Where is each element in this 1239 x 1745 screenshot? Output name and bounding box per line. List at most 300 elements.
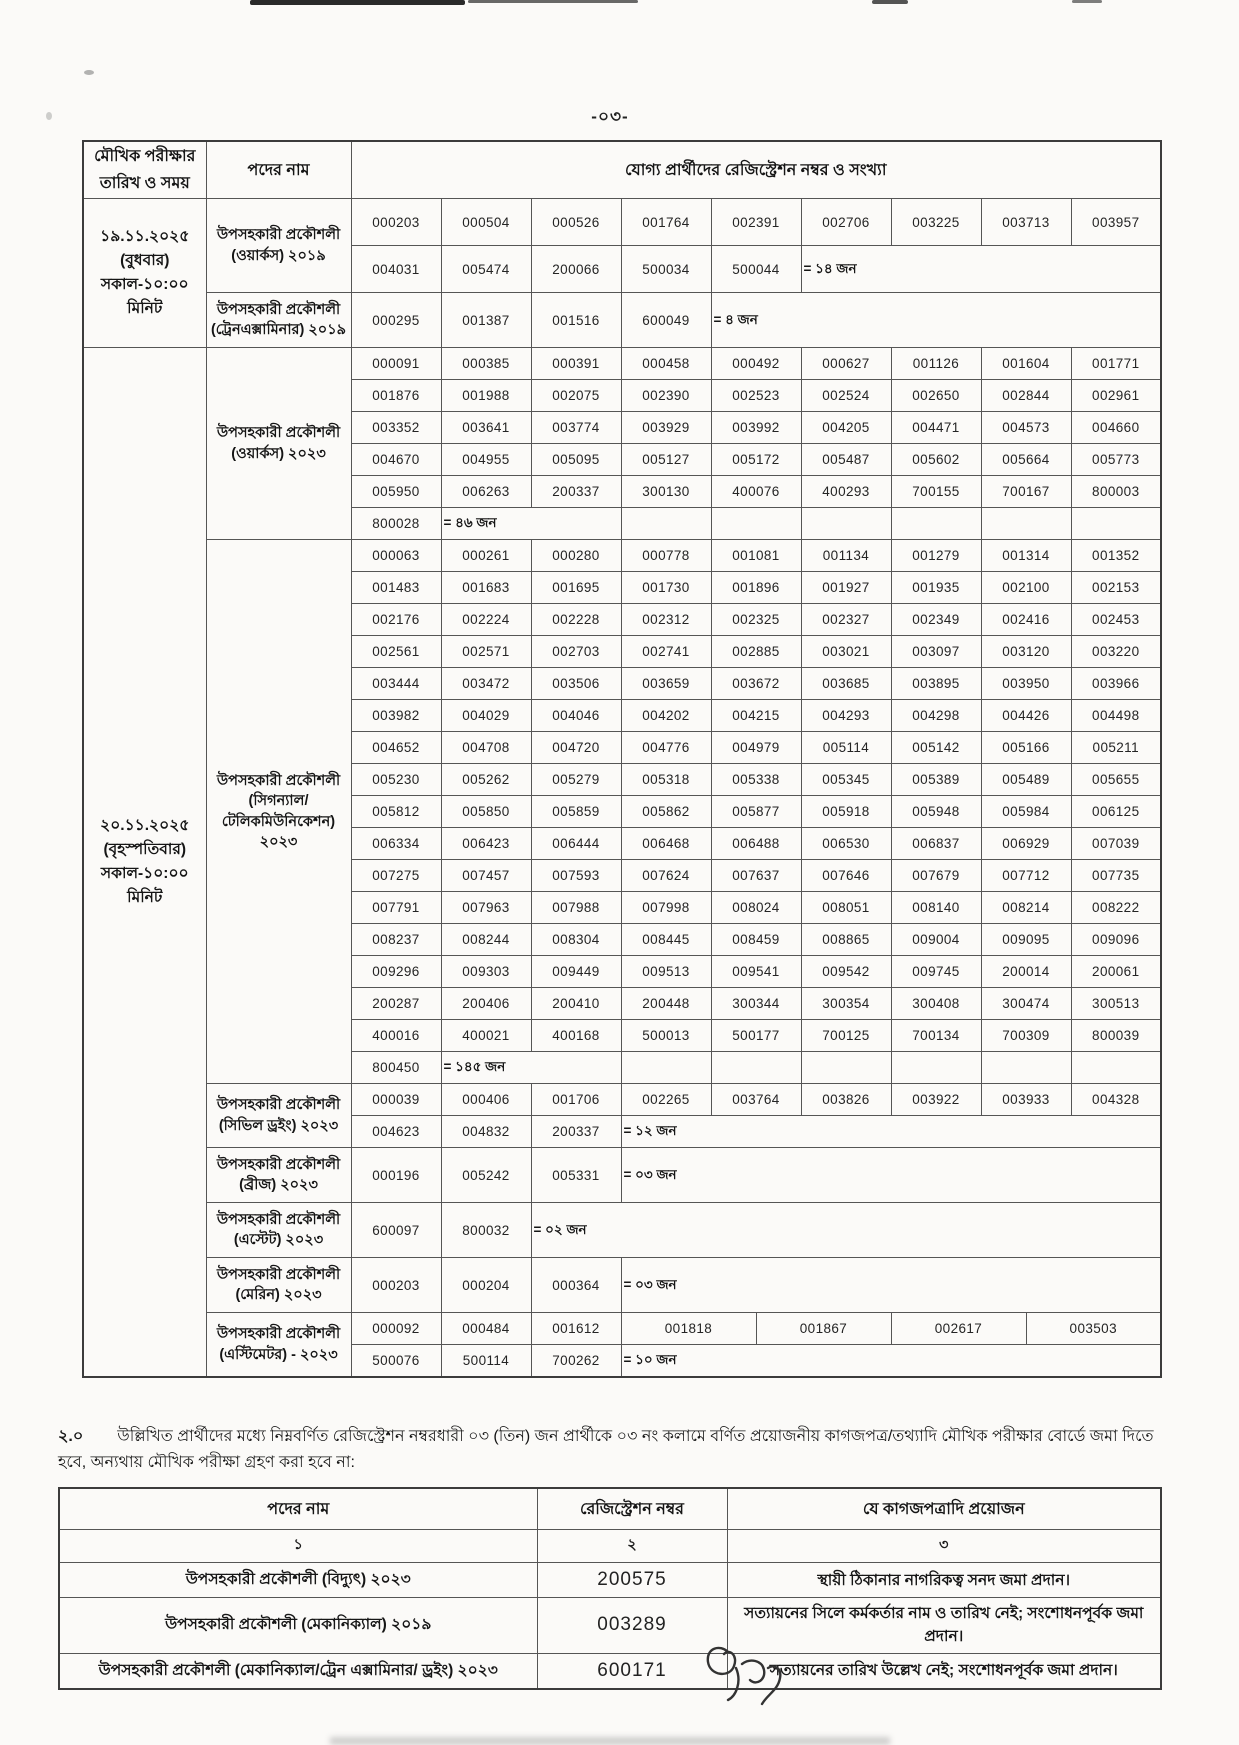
scan-smudge-2 — [46, 112, 52, 120]
reg-number-cell: 000526 — [531, 199, 621, 246]
reg-number-cell: 000203 — [351, 1258, 441, 1313]
doc-post-name: উপসহকারী প্রকৌশলী (বিদ্যুৎ) ২০২৩ — [59, 1563, 537, 1598]
reg-number-cell: 006929 — [981, 828, 1071, 860]
reg-number-cell: 002349 — [891, 604, 981, 636]
header-datetime: মৌখিক পরীক্ষার তারিখ ও সময় — [83, 141, 206, 199]
reg-number-cell: 007998 — [621, 892, 711, 924]
reg-number-cell: 005345 — [801, 764, 891, 796]
reg-number-cell: 002706 — [801, 199, 891, 246]
reg-number-cell: 006423 — [441, 828, 531, 860]
doc-registration-number: 003289 — [537, 1598, 727, 1654]
reg-number-cell: 000458 — [621, 348, 711, 380]
reg-number-cell: 000092 — [351, 1313, 441, 1345]
reg-number-cell: 001896 — [711, 572, 801, 604]
reg-number-cell: 003506 — [531, 668, 621, 700]
reg-number-cell: 003472 — [441, 668, 531, 700]
reg-number-cell: 700125 — [801, 1020, 891, 1052]
reg-number-cell: 007457 — [441, 860, 531, 892]
reg-number-cell: 200406 — [441, 988, 531, 1020]
reg-number-cell: 004670 — [351, 444, 441, 476]
reg-number-cell: 000504 — [441, 199, 531, 246]
doc-table-header-2: রেজিস্ট্রেশন নম্বর — [537, 1488, 727, 1530]
doc-table-row — [59, 1563, 1161, 1598]
candidate-count: = ০২ জন — [531, 1203, 1161, 1258]
reg-number-cell: 003713 — [981, 199, 1071, 246]
empty-cell — [981, 508, 1071, 540]
reg-number-cell: 001876 — [351, 380, 441, 412]
reg-number-cell: 002617 — [891, 1313, 1026, 1345]
reg-number-cell: 005773 — [1071, 444, 1161, 476]
reg-number-cell: 005142 — [891, 732, 981, 764]
reg-number-cell: 003950 — [981, 668, 1071, 700]
reg-number-cell: 004979 — [711, 732, 801, 764]
reg-number-cell: 001081 — [711, 540, 801, 572]
reg-number-cell: 400168 — [531, 1020, 621, 1052]
reg-number-cell: 002453 — [1071, 604, 1161, 636]
reg-number-cell: 003895 — [891, 668, 981, 700]
doc-table-colnum-3: ৩ — [727, 1530, 1161, 1563]
reg-number-cell: 003957 — [1071, 199, 1161, 246]
reg-number-cell: 009745 — [891, 956, 981, 988]
reg-number-cell: 700167 — [981, 476, 1071, 508]
reg-number-cell: 005331 — [531, 1148, 621, 1203]
reg-number-cell: 300408 — [891, 988, 981, 1020]
reg-number-cell: 001764 — [621, 199, 711, 246]
post-name-cell: উপসহকারী প্রকৌশলী (এস্টিমেটর) - ২০২৩ — [206, 1313, 351, 1378]
reg-number-cell: 500013 — [621, 1020, 711, 1052]
reg-number-cell: 001387 — [441, 293, 531, 348]
reg-number-cell: 000778 — [621, 540, 711, 572]
reg-number-cell: 001867 — [756, 1313, 891, 1345]
reg-number-cell: 009095 — [981, 924, 1071, 956]
reg-number-cell: 200014 — [981, 956, 1071, 988]
reg-number-cell: 400293 — [801, 476, 891, 508]
reg-number-cell: 009449 — [531, 956, 621, 988]
reg-number-cell: 000391 — [531, 348, 621, 380]
doc-requirement: সত্যায়নের সিলে কর্মকর্তার নাম ও তারিখ নেই; সংশোধনপূর্বক জমা প্রদান। — [727, 1598, 1161, 1654]
reg-number-cell: 001134 — [801, 540, 891, 572]
empty-cell — [981, 1052, 1071, 1084]
post-name-cell: উপসহকারী প্রকৌশলী (মেরিন) ২০২৩ — [206, 1258, 351, 1313]
scan-artifact-top-2 — [468, 0, 638, 3]
reg-number-cell: 003021 — [801, 636, 891, 668]
reg-number-cell: 005984 — [981, 796, 1071, 828]
reg-number-cell: 003982 — [351, 700, 441, 732]
reg-number-cell: 003774 — [531, 412, 621, 444]
reg-number-cell: 004298 — [891, 700, 981, 732]
reg-number-cell: 001730 — [621, 572, 711, 604]
reg-number-cell: 300354 — [801, 988, 891, 1020]
reg-number-cell: 004832 — [441, 1116, 531, 1148]
reg-number-cell: 800039 — [1071, 1020, 1161, 1052]
reg-number-cell: 001988 — [441, 380, 531, 412]
reg-number-cell: 002325 — [711, 604, 801, 636]
reg-number-cell: 004293 — [801, 700, 891, 732]
reg-number-cell: 700134 — [891, 1020, 981, 1052]
reg-number-cell: 700155 — [891, 476, 981, 508]
reg-number-cell: 004029 — [441, 700, 531, 732]
viva-schedule-table — [82, 140, 1162, 1378]
required-documents-table — [58, 1487, 1162, 1690]
reg-number-cell: 004328 — [1071, 1084, 1161, 1116]
reg-number-cell: 000196 — [351, 1148, 441, 1203]
doc-post-name: উপসহকারী প্রকৌশলী (মেকানিক্যাল/ট্রেন এক্সামিনার/ ড্রইং) ২০২৩ — [59, 1653, 537, 1689]
reg-number-cell: 009303 — [441, 956, 531, 988]
reg-number-cell: 200287 — [351, 988, 441, 1020]
reg-number-cell: 003444 — [351, 668, 441, 700]
reg-number-cell: 001818 — [621, 1313, 756, 1345]
reg-number-cell: 003933 — [981, 1084, 1071, 1116]
reg-number-cell: 007593 — [531, 860, 621, 892]
paragraph-2-0 — [58, 1424, 1178, 1475]
reg-number-cell: 400076 — [711, 476, 801, 508]
reg-number-cell: 003929 — [621, 412, 711, 444]
reg-number-cell: 003922 — [891, 1084, 981, 1116]
reg-number-cell: 008051 — [801, 892, 891, 924]
signature-mark — [690, 1638, 800, 1710]
reg-number-cell: 008459 — [711, 924, 801, 956]
reg-number-cell: 000492 — [711, 348, 801, 380]
reg-number-cell: 700309 — [981, 1020, 1071, 1052]
reg-number-cell: 003659 — [621, 668, 711, 700]
candidate-count: = ০৩ জন — [621, 1258, 1161, 1313]
reg-number-cell: 500044 — [711, 246, 801, 293]
reg-number-cell: 007963 — [441, 892, 531, 924]
doc-table-row — [59, 1653, 1161, 1689]
doc-table-header-1: পদের নাম — [59, 1488, 537, 1530]
reg-number-cell: 002961 — [1071, 380, 1161, 412]
reg-number-cell: 005859 — [531, 796, 621, 828]
reg-number-cell: 008237 — [351, 924, 441, 956]
page-number: -০৩- — [591, 107, 629, 126]
reg-number-cell: 005127 — [621, 444, 711, 476]
doc-post-name: উপসহকারী প্রকৌশলী (মেকানিক্যাল) ২০১৯ — [59, 1598, 537, 1654]
reg-number-cell: 005812 — [351, 796, 441, 828]
reg-number-cell: 000261 — [441, 540, 531, 572]
post-name-cell: উপসহকারী প্রকৌশলী (সিভিল ড্রইং) ২০২৩ — [206, 1084, 351, 1148]
reg-number-cell: 005489 — [981, 764, 1071, 796]
empty-cell — [891, 508, 981, 540]
reg-number-cell: 008244 — [441, 924, 531, 956]
reg-number-cell: 007735 — [1071, 860, 1161, 892]
reg-number-cell: 007791 — [351, 892, 441, 924]
reg-number-cell: 002228 — [531, 604, 621, 636]
reg-number-cell: 003220 — [1071, 636, 1161, 668]
doc-requirement: সত্যায়নের তারিখ উল্লেখ নেই; সংশোধনপূর্বক জমা প্রদান। — [727, 1653, 1161, 1689]
reg-number-cell: 000406 — [441, 1084, 531, 1116]
doc-table-colnum-2: ২ — [537, 1530, 727, 1563]
reg-number-cell: 001612 — [531, 1313, 621, 1345]
reg-number-cell: 007679 — [891, 860, 981, 892]
reg-number-cell: 000091 — [351, 348, 441, 380]
reg-number-cell: 400021 — [441, 1020, 531, 1052]
reg-number-cell: 004573 — [981, 412, 1071, 444]
reg-number-cell: 004720 — [531, 732, 621, 764]
reg-number-cell: 005242 — [441, 1148, 531, 1203]
empty-cell — [1071, 508, 1161, 540]
reg-number-cell: 001771 — [1071, 348, 1161, 380]
reg-number-cell: 002416 — [981, 604, 1071, 636]
reg-number-cell: 005279 — [531, 764, 621, 796]
post-name-cell: উপসহকারী প্রকৌশলী (ব্রীজ) ২০২৩ — [206, 1148, 351, 1203]
reg-number-cell: 005318 — [621, 764, 711, 796]
reg-number-cell: 003826 — [801, 1084, 891, 1116]
scan-artifact-top-3 — [872, 0, 908, 4]
candidate-count: = ৪৬ জন — [441, 508, 621, 540]
reg-number-cell: 001927 — [801, 572, 891, 604]
reg-number-cell: 004426 — [981, 700, 1071, 732]
reg-number-cell: 001695 — [531, 572, 621, 604]
reg-number-cell: 005172 — [711, 444, 801, 476]
reg-number-cell: 001126 — [891, 348, 981, 380]
empty-cell — [711, 1052, 801, 1084]
reg-number-cell: 005230 — [351, 764, 441, 796]
reg-number-cell: 200337 — [531, 1116, 621, 1148]
exam-date-group-2: ২০.১১.২০২৫ (বৃহস্পতিবার) সকাল-১০:০০ মিনিট — [83, 348, 206, 1378]
reg-number-cell: 006837 — [891, 828, 981, 860]
candidate-count: = ১২ জন — [621, 1116, 1161, 1148]
reg-number-cell: 000295 — [351, 293, 441, 348]
reg-number-cell: 800028 — [351, 508, 441, 540]
reg-number-cell: 006488 — [711, 828, 801, 860]
reg-number-cell: 002312 — [621, 604, 711, 636]
reg-number-cell: 005850 — [441, 796, 531, 828]
reg-number-cell: 000203 — [351, 199, 441, 246]
reg-number-cell: 002391 — [711, 199, 801, 246]
reg-number-cell: 000385 — [441, 348, 531, 380]
reg-number-cell: 002741 — [621, 636, 711, 668]
reg-number-cell: 008222 — [1071, 892, 1161, 924]
reg-number-cell: 005095 — [531, 444, 621, 476]
reg-number-cell: 007988 — [531, 892, 621, 924]
reg-number-cell: 006530 — [801, 828, 891, 860]
reg-number-cell: 004471 — [891, 412, 981, 444]
reg-number-cell: 007712 — [981, 860, 1071, 892]
reg-number-cell: 005114 — [801, 732, 891, 764]
reg-number-cell: 001314 — [981, 540, 1071, 572]
reg-number-cell: 800032 — [441, 1203, 531, 1258]
reg-number-cell: 800003 — [1071, 476, 1161, 508]
reg-number-cell: 002327 — [801, 604, 891, 636]
reg-number-cell: 007039 — [1071, 828, 1161, 860]
reg-number-cell: 006125 — [1071, 796, 1161, 828]
candidate-count: = ৪ জন — [711, 293, 1161, 348]
doc-table-header-3: যে কাগজপত্রাদি প্রয়োজন — [727, 1488, 1161, 1530]
reg-number-cell: 000063 — [351, 540, 441, 572]
reg-number-cell: 003120 — [981, 636, 1071, 668]
exam-date-group-1: ১৯.১১.২০২৫ (বুধবার) সকাল-১০:০০ মিনিট — [83, 199, 206, 348]
reg-number-cell: 002650 — [891, 380, 981, 412]
paragraph-text: উল্লিখিত প্রার্থীদের মধ্যে নিম্নবর্ণিত রেজিস্ট্রেশন নম্বরধারী ০৩ (তিন) জন প্রার্থীকে ০৩ নং কলামে বর্ণিত প্রয়োজনীয় কাগজপত্র/তথ্যাদি মৌখিক পরীক্ষার বোর্ডে জমা দিতে হবে, অন্যথায় মৌখিক পরীক্ষা গ্রহণ করা হবে না: — [58, 1428, 1154, 1471]
reg-number-cell: 200448 — [621, 988, 711, 1020]
reg-number-cell: 005474 — [441, 246, 531, 293]
reg-number-cell: 007275 — [351, 860, 441, 892]
reg-number-cell: 600049 — [621, 293, 711, 348]
reg-number-cell: 500034 — [621, 246, 711, 293]
candidate-count: = ১০ জন — [621, 1345, 1161, 1378]
reg-number-cell: 002390 — [621, 380, 711, 412]
reg-number-cell: 003097 — [891, 636, 981, 668]
reg-number-cell: 009542 — [801, 956, 891, 988]
reg-number-cell: 002523 — [711, 380, 801, 412]
reg-number-cell: 006468 — [621, 828, 711, 860]
reg-number-cell: 002571 — [441, 636, 531, 668]
reg-number-cell: 300474 — [981, 988, 1071, 1020]
reg-number-cell: 005166 — [981, 732, 1071, 764]
reg-number-cell: 009513 — [621, 956, 711, 988]
reg-number-cell: 001604 — [981, 348, 1071, 380]
reg-number-cell: 005389 — [891, 764, 981, 796]
reg-number-cell: 000484 — [441, 1313, 531, 1345]
reg-number-cell: 005950 — [351, 476, 441, 508]
reg-number-cell: 003503 — [1026, 1313, 1161, 1345]
empty-cell — [1071, 1052, 1161, 1084]
empty-cell — [891, 1052, 981, 1084]
reg-number-cell: 004708 — [441, 732, 531, 764]
reg-number-cell: 004046 — [531, 700, 621, 732]
reg-number-cell: 005487 — [801, 444, 891, 476]
reg-number-cell: 005948 — [891, 796, 981, 828]
reg-number-cell: 003352 — [351, 412, 441, 444]
reg-number-cell: 006263 — [441, 476, 531, 508]
reg-number-cell: 800450 — [351, 1052, 441, 1084]
reg-number-cell: 007646 — [801, 860, 891, 892]
reg-number-cell: 000039 — [351, 1084, 441, 1116]
doc-registration-number: 600171 — [537, 1653, 727, 1689]
reg-number-cell: 002224 — [441, 604, 531, 636]
reg-number-cell: 002885 — [711, 636, 801, 668]
scan-artifact-top-1 — [250, 0, 465, 5]
post-name-cell: উপসহকারী প্রকৌশলী (ওয়ার্কস) ২০১৯ — [206, 199, 351, 293]
reg-number-cell: 001683 — [441, 572, 531, 604]
reg-number-cell: 300513 — [1071, 988, 1161, 1020]
reg-number-cell: 004776 — [621, 732, 711, 764]
header-registration-numbers: যোগ্য প্রার্থীদের রেজিস্ট্রেশন নম্বর ও সংখ্যা — [351, 141, 1161, 199]
reg-number-cell: 009296 — [351, 956, 441, 988]
reg-number-cell: 002075 — [531, 380, 621, 412]
doc-table-colnum-1: ১ — [59, 1530, 537, 1563]
reg-number-cell: 008024 — [711, 892, 801, 924]
reg-number-cell: 002153 — [1071, 572, 1161, 604]
reg-number-cell: 003672 — [711, 668, 801, 700]
reg-number-cell: 008304 — [531, 924, 621, 956]
reg-number-cell: 005664 — [981, 444, 1071, 476]
empty-cell — [621, 508, 711, 540]
candidate-count: = ১৪৫ জন — [441, 1052, 621, 1084]
post-name-cell: উপসহকারী প্রকৌশলী (ওয়ার্কস) ২০২৩ — [206, 348, 351, 540]
reg-number-cell: 002703 — [531, 636, 621, 668]
paragraph-number: ২.০ — [58, 1428, 84, 1445]
reg-number-cell: 008140 — [891, 892, 981, 924]
reg-number-cell: 200410 — [531, 988, 621, 1020]
scan-smudge-1 — [84, 70, 94, 75]
reg-number-cell: 001279 — [891, 540, 981, 572]
reg-number-cell: 000364 — [531, 1258, 621, 1313]
reg-number-cell: 002100 — [981, 572, 1071, 604]
header-post: পদের নাম — [206, 141, 351, 199]
doc-requirement: স্থায়ী ঠিকানার নাগরিকত্ব সনদ জমা প্রদান। — [727, 1563, 1161, 1598]
reg-number-cell: 004498 — [1071, 700, 1161, 732]
reg-number-cell: 002524 — [801, 380, 891, 412]
reg-number-cell: 004623 — [351, 1116, 441, 1148]
candidate-count: = ১৪ জন — [801, 246, 1161, 293]
reg-number-cell: 003225 — [891, 199, 981, 246]
doc-table-row — [59, 1598, 1161, 1654]
candidate-count: = ০৩ জন — [621, 1148, 1161, 1203]
reg-number-cell: 600097 — [351, 1203, 441, 1258]
empty-cell — [621, 1052, 711, 1084]
reg-number-cell: 001352 — [1071, 540, 1161, 572]
reg-number-cell: 007637 — [711, 860, 801, 892]
reg-number-cell: 000627 — [801, 348, 891, 380]
reg-number-cell: 008214 — [981, 892, 1071, 924]
post-name-cell: উপসহকারী প্রকৌশলী (এস্টেট) ২০২৩ — [206, 1203, 351, 1258]
reg-number-cell: 003764 — [711, 1084, 801, 1116]
reg-number-cell: 001935 — [891, 572, 981, 604]
empty-cell — [801, 1052, 891, 1084]
reg-number-cell: 002844 — [981, 380, 1071, 412]
reg-number-cell: 003641 — [441, 412, 531, 444]
reg-number-cell: 700262 — [531, 1345, 621, 1378]
reg-number-cell: 004652 — [351, 732, 441, 764]
reg-number-cell: 300344 — [711, 988, 801, 1020]
reg-number-cell: 005862 — [621, 796, 711, 828]
reg-number-cell: 005211 — [1071, 732, 1161, 764]
reg-number-cell: 007624 — [621, 860, 711, 892]
reg-number-cell: 200337 — [531, 476, 621, 508]
reg-number-cell: 009004 — [891, 924, 981, 956]
reg-number-cell: 001516 — [531, 293, 621, 348]
scan-artifact-top-4 — [1072, 0, 1102, 3]
reg-number-cell: 008445 — [621, 924, 711, 956]
reg-number-cell: 006334 — [351, 828, 441, 860]
reg-number-cell: 005338 — [711, 764, 801, 796]
reg-number-cell: 000204 — [441, 1258, 531, 1313]
reg-number-cell: 004202 — [621, 700, 711, 732]
reg-number-cell: 005602 — [891, 444, 981, 476]
reg-number-cell: 200061 — [1071, 956, 1161, 988]
reg-number-cell: 004215 — [711, 700, 801, 732]
reg-number-cell: 003685 — [801, 668, 891, 700]
reg-number-cell: 004955 — [441, 444, 531, 476]
scan-artifact-bottom-text — [330, 1737, 890, 1745]
empty-cell — [801, 508, 891, 540]
document-content — [58, 104, 1162, 1690]
post-name-cell: উপসহকারী প্রকৌশলী (ট্রেনএক্সামিনার) ২০১৯ — [206, 293, 351, 348]
reg-number-cell: 006444 — [531, 828, 621, 860]
reg-number-cell: 004205 — [801, 412, 891, 444]
reg-number-cell: 002265 — [621, 1084, 711, 1116]
doc-registration-number: 200575 — [537, 1563, 727, 1598]
reg-number-cell: 400016 — [351, 1020, 441, 1052]
reg-number-cell: 009096 — [1071, 924, 1161, 956]
reg-number-cell: 005655 — [1071, 764, 1161, 796]
reg-number-cell: 002176 — [351, 604, 441, 636]
reg-number-cell: 005262 — [441, 764, 531, 796]
reg-number-cell: 005877 — [711, 796, 801, 828]
reg-number-cell: 500076 — [351, 1345, 441, 1378]
reg-number-cell: 008865 — [801, 924, 891, 956]
reg-number-cell: 004031 — [351, 246, 441, 293]
reg-number-cell: 003992 — [711, 412, 801, 444]
post-name-cell: উপসহকারী প্রকৌশলী (সিগন্যাল/ টেলিকমিউনিকেশন) ২০২৩ — [206, 540, 351, 1084]
reg-number-cell: 009541 — [711, 956, 801, 988]
reg-number-cell: 005918 — [801, 796, 891, 828]
reg-number-cell: 200066 — [531, 246, 621, 293]
reg-number-cell: 001706 — [531, 1084, 621, 1116]
reg-number-cell: 001483 — [351, 572, 441, 604]
empty-cell — [711, 508, 801, 540]
